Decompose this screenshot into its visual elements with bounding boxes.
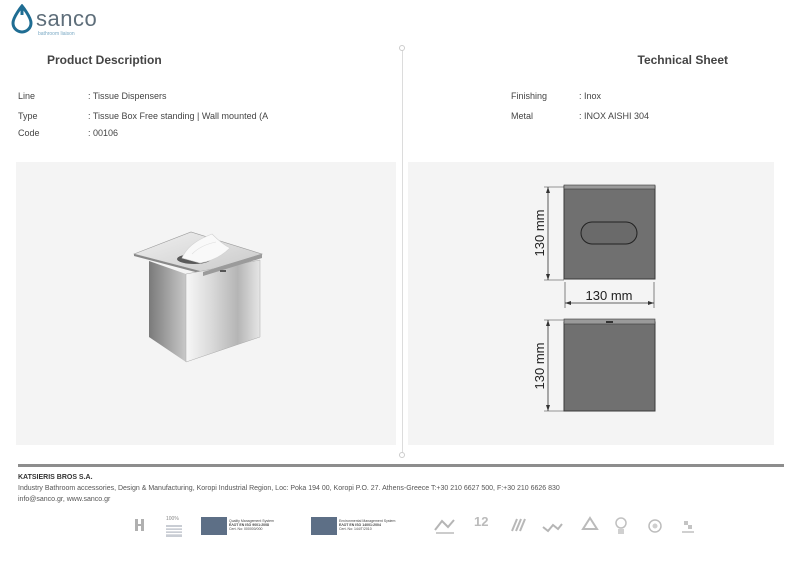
recycle-icon [580, 515, 600, 537]
eu-flag-icon [311, 517, 337, 535]
divider-dot-bottom [399, 452, 405, 458]
brand-tagline: bathroom liaison [38, 31, 75, 37]
water-drop-icon [10, 4, 34, 34]
technical-drawing-panel [408, 162, 774, 445]
product-image-panel [16, 162, 396, 445]
brand-name: sanco [36, 6, 98, 31]
column-divider [402, 48, 403, 456]
dim-label-width: 130 mm [585, 288, 633, 303]
iso9001-standard: ΕΛΟΤ EN ISO 9001:2008 [229, 523, 269, 527]
dim-label-height-top: 130 mm [532, 209, 547, 257]
iso9001-cert: Cert. No: 000000/000 [229, 527, 263, 531]
iso14001-cert: Cert. No: 144/T/2010 [339, 527, 372, 531]
iso9001-title: Quality Management System [229, 519, 274, 523]
spec-row-line [18, 91, 288, 103]
iso14001-title: Environmental Management System [339, 519, 396, 523]
quality-seal-icon [646, 515, 664, 537]
greek-flag-icon [166, 525, 182, 537]
eu-flag-icon [201, 517, 227, 535]
company-contact: info@sanco.gr, www.sanco.gr [18, 496, 111, 503]
house-brand-icon [432, 515, 458, 537]
spec-value: : Tissue Box Free standing | Wall mounted (A [88, 111, 269, 121]
divider-dot-top [399, 45, 405, 51]
company-address: Industry Bathroom accessories, Design & Manufacturing, Koropi Industrial Region, Loc: Poka 194 00, Koropi P.O. 27. Athens-Greece T:+30 210 6627 500, F:+30 210 6626 830 [18, 485, 560, 492]
spec-value: : 00106 [88, 128, 119, 138]
spec-value: : Tissue Dispensers [88, 91, 167, 101]
spec-label: Metal [511, 111, 534, 121]
tissue-box-image [16, 162, 396, 445]
spec-value: : INOX AISHI 304 [579, 111, 650, 121]
wave-check-icon [540, 515, 564, 537]
iso-14001-badge [311, 515, 411, 537]
lightbulb-icon [612, 515, 630, 539]
dimension-drawing [408, 162, 774, 445]
spec-row-metal [511, 111, 771, 123]
hotel-icon [132, 515, 148, 537]
stripes-icon [508, 515, 526, 537]
company-name: KATSIERIS BROS S.A. [18, 474, 93, 481]
spec-label: Type [18, 111, 38, 121]
iso14001-standard: ΕΛΟΤ EN ISO 14001:2004 [339, 523, 381, 527]
nano-icon [678, 515, 698, 537]
technical-sheet-heading: Technical Sheet [637, 53, 728, 67]
sanco-logo [10, 4, 120, 38]
product-description-heading: Product Description [47, 53, 162, 67]
spec-row-finishing [511, 91, 771, 103]
spec-label: Code [18, 128, 40, 138]
iso-9001-badge [201, 515, 291, 537]
greek-badge-text: 100% [166, 516, 179, 522]
tissue-slot [581, 222, 637, 244]
box-front-view [564, 322, 655, 411]
spec-label: Line [18, 91, 36, 101]
greek-made-badge [164, 515, 184, 541]
spec-label: Finishing [511, 91, 548, 101]
footer-rule [18, 464, 784, 467]
spec-row-code [18, 128, 288, 140]
years-badge [472, 515, 492, 539]
spec-row-type [18, 111, 288, 123]
spec-value: : Inox [579, 91, 602, 101]
dim-label-height-bottom: 130 mm [532, 342, 547, 390]
years-badge-text: 12 [474, 514, 489, 529]
